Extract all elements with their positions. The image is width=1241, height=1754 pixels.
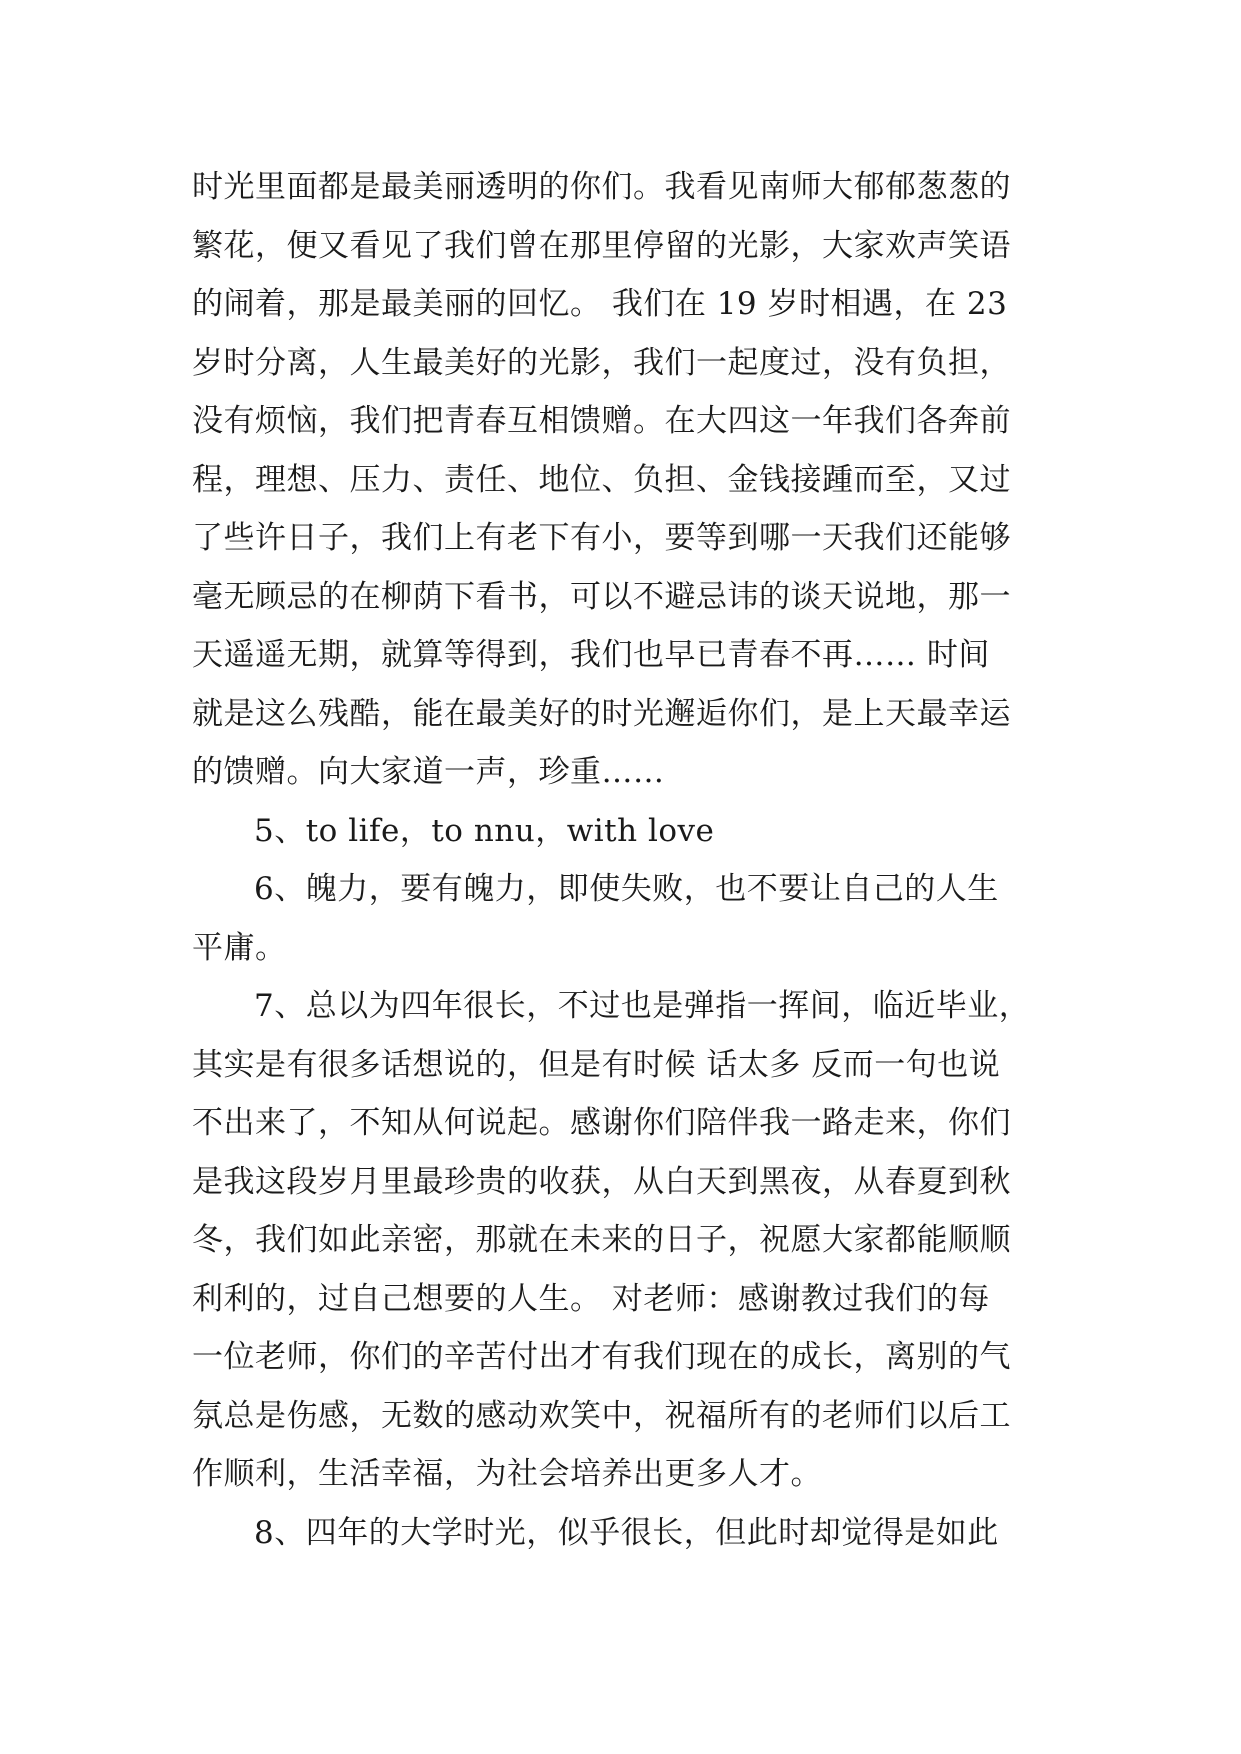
document-body: [192, 158, 1054, 1562]
text-line: 的馈赠。向大家道一声，珍重……: [192, 754, 665, 790]
text-line: 其实是有很多话想说的，但是有时候 话太多 反而一句也说: [192, 1046, 1001, 1083]
paragraph-7-line: 7、总以为四年很长，不过也是弹指一挥间，临近毕业，: [254, 988, 1031, 1024]
text-line: 的闹着，那是最美丽的回忆。 我们在 19 岁时相遇，在 23: [192, 286, 1008, 322]
text-line: 毫无顾忌的在柳荫下看书，可以不避忌讳的谈天说地，那一: [192, 578, 1011, 615]
text-line: 氛总是伤感，无数的感动欢笑中，祝福所有的老师们以后工: [192, 1397, 1011, 1434]
text-line: 不出来了，不知从何说起。感谢你们陪伴我一路走来，你们: [192, 1105, 1011, 1141]
text-line: 利利的，过自己想要的人生。 对老师：感谢教过我们的每: [192, 1280, 990, 1317]
text-line: 一位老师，你们的辛苦付出才有我们现在的成长，离别的气: [192, 1339, 1011, 1375]
text-line: 就是这么残酷，能在最美好的时光邂逅你们，是上天最幸运: [192, 695, 1011, 732]
text-line: 作顺利，生活幸福，为社会培养出更多人才。: [192, 1456, 822, 1492]
text-line: 没有烦恼，我们把青春互相馈赠。在大四这一年我们各奔前: [192, 403, 1011, 439]
text-line: 冬，我们如此亲密，那就在未来的日子，祝愿大家都能顺顺: [192, 1222, 1011, 1258]
text-line: 时光里面都是最美丽透明的你们。我看见南师大郁郁葱葱的: [192, 169, 1011, 205]
text-line: 天遥遥无期，就算等得到，我们也早已青春不再…… 时间: [192, 637, 990, 673]
text-line: 繁花，便又看见了我们曾在那里停留的光影，大家欢声笑语: [192, 227, 1011, 264]
text-line: 岁时分离，人生最美好的光影，我们一起度过，没有负担，: [192, 344, 1011, 381]
paragraph-5-line: 5、to life，to nnu，with love: [254, 812, 715, 849]
text-line: 平庸。: [192, 929, 287, 966]
paragraph-8-line: 8、四年的大学时光，似乎很长，但此时却觉得是如此: [254, 1514, 999, 1551]
text-line: 程，理想、压力、责任、地位、负担、金钱接踵而至，又过: [192, 461, 1011, 498]
text-line: 了些许日子，我们上有老下有小，要等到哪一天我们还能够: [192, 520, 1011, 556]
text-line: 是我这段岁月里最珍贵的收获，从白天到黑夜，从春夏到秋: [192, 1163, 1011, 1200]
paragraph-6-line: 6、魄力，要有魄力，即使失败，也不要让自己的人生: [254, 871, 999, 907]
